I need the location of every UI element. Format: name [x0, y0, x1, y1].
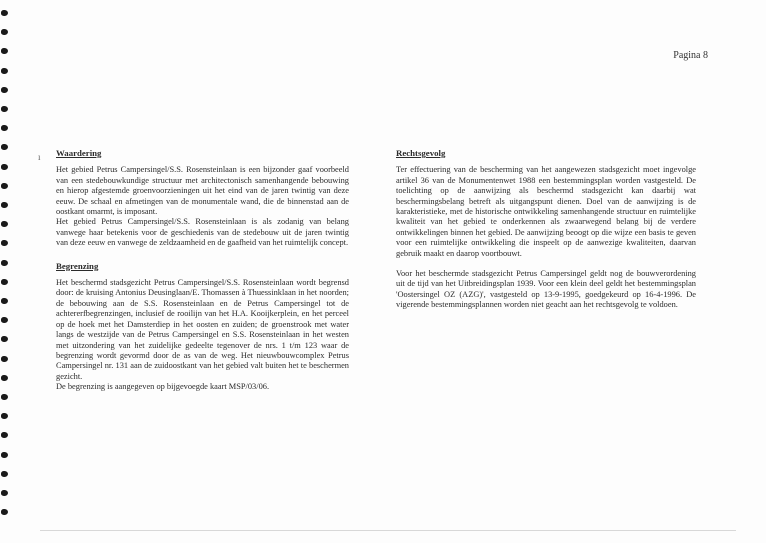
- paragraph: Ter effectuering van de bescherming van het aangewezen stadsgezicht moet ingevolge artikel 36 van de Monumentenwet 1988 een bestemmingsplan worden vastgesteld. De toelichting op de aanwijzing als beschermd stadsgezicht kan daarbij wat beschermingsbelang betreft als uitgangspunt dienen. Doel van de aanwijzing is de karakteristieke, met de historische ontwikkeling samenhangende structuur en ruimtelijke kwaliteit van het gebied te onderkennen als zwaarwegend belang bij de verdere ontwikkelingen binnen het gebied. De aanwijzing beoogt op die wijze een basis te geven voor een ruimtelijke ontwikkeling die inspeelt op de aanwezige kwaliteiten, daarvan gebruik maakt en daarop voortbouwt.: [396, 165, 696, 258]
- section-heading: Begrenzing: [56, 260, 99, 271]
- binder-hole: [1, 317, 8, 323]
- paragraph: Voor het beschermde stadsgezicht Petrus Campersingel geldt nog de bouwverordening uit de tijd van het Uitbreidingsplan 1939. Voor een klein deel geldt het bestemmingsplan 'Oostersingel OZ (AZG)', vastgesteld op 13-9-1995, goedgekeurd op 16-4-1996. De vigerende bestemmingsplannen worden niet geacht aan het rechtsgevolg te voldoen.: [396, 269, 696, 310]
- binder-holes: [0, 0, 12, 543]
- paragraph: De begrenzing is aangegeven op bijgevoegde kaart MSP/03/06.: [56, 382, 270, 392]
- binder-hole: [1, 202, 8, 208]
- binder-hole: [1, 471, 8, 477]
- binder-hole: [1, 125, 8, 131]
- binder-hole: [1, 164, 8, 170]
- binder-hole: [1, 68, 8, 74]
- section-rechtsgevolg: [396, 148, 696, 311]
- section-begrenzing: [56, 261, 349, 393]
- binder-hole: [1, 394, 8, 400]
- binder-hole: [1, 29, 8, 35]
- binder-hole: [1, 183, 8, 189]
- binder-hole: [1, 298, 8, 304]
- binder-hole: [1, 106, 8, 112]
- binder-hole: [1, 240, 8, 246]
- paragraph: Het gebied Petrus Campersingel/S.S. Rosensteinlaan is als zodanig van belang vanwege haar betekenis voor de geschiedenis van de stedebouw uit de jaren twintig van deze eeuw en vanwege de zeldzaamheid en de gaafheid van het ruimtelijk concept.: [56, 217, 349, 248]
- binder-hole: [1, 221, 8, 227]
- binder-hole: [1, 10, 8, 16]
- left-column: [56, 148, 349, 393]
- page-edge: [40, 530, 736, 531]
- paragraph: Het gebied Petrus Campersingel/S.S. Rosensteinlaan is een bijzonder gaaf voorbeeld van een stedebouwkundige structuur met architectonisch samenhangende bebouwing en hierop afgestemde groenvoorzieningen uit het eind van de jaren twintig van deze eeuw. De schaal en afmetingen van de monumentale wand, die de binnenstad aan de oostkant omarmt, is imposant.: [56, 165, 349, 217]
- section-waardering: [56, 148, 349, 249]
- section-heading: Rechtsgevolg: [396, 148, 446, 158]
- binder-hole: [1, 413, 8, 419]
- binder-hole: [1, 260, 8, 266]
- paragraph: Het beschermd stadsgezicht Petrus Campersingel/S.S. Rosensteinlaan wordt begrensd door: de kruising Antonius Deusinglaan/E. Thomassen à Thuessinklaan in het noorden; de bebouwing aan de S.S. Rosensteinlaan en de Petrus Campersingel tot de achtererfbegrenzingen, inclusief de rooilijn van het H.A. Kooijkerplein, en het perceel op de hoek met het Damsterdiep in het oosten en zuiden; de groenstrook met water langs de westzijde van de Petrus Campersingel en S.S. Rosensteinlaan in het westen met uitzondering van het zuidelijke gedeelte tegenover de nrs. 1 t/m 123 waar de begrenzing wordt gevormd door de as van de weg. Het nieuwbouwcomplex Petrus Campersingel nr. 131 aan de zuidoostkant van het gebied valt buiten het te beschermen gezicht.: [56, 278, 349, 381]
- page-number: Pagina 8: [673, 50, 708, 61]
- binder-hole: [1, 279, 8, 285]
- right-column: [396, 148, 696, 311]
- binder-hole: [1, 336, 8, 342]
- binder-hole: [1, 375, 8, 381]
- binder-hole: [1, 48, 8, 54]
- binder-hole: [1, 452, 8, 458]
- binder-hole: [1, 490, 8, 496]
- binder-hole: [1, 144, 8, 150]
- pen-mark: ı: [38, 152, 41, 162]
- binder-hole: [1, 509, 8, 515]
- binder-hole: [1, 356, 8, 362]
- binder-hole: [1, 432, 8, 438]
- binder-hole: [1, 87, 8, 93]
- section-heading: Waardering: [56, 148, 102, 158]
